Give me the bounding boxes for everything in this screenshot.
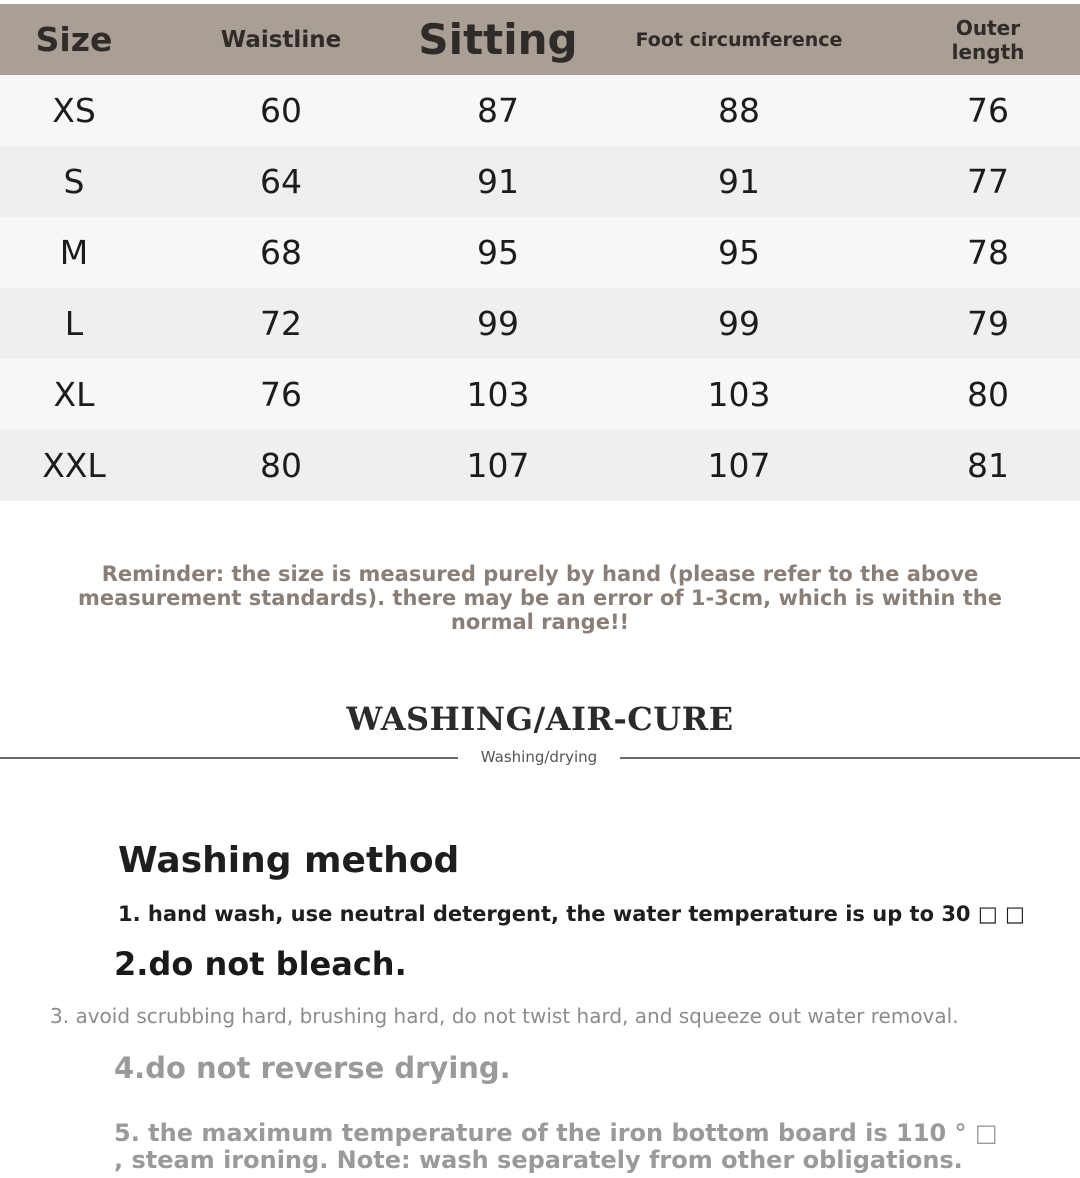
washing-section-subtitle: Washing/drying	[480, 748, 598, 766]
washing-instruction-5: 5. the maximum temperature of the iron bottom board is 110 ° □ , steam ironing. Note: wash separately from other obligations.	[114, 1119, 998, 1174]
cell-size: L	[64, 304, 84, 343]
cell-foot: 88	[718, 91, 760, 130]
cell-sitting: 103	[466, 375, 530, 414]
cell-outer: 80	[967, 375, 1009, 414]
cell-sitting: 107	[466, 446, 530, 485]
cell-foot: 95	[718, 233, 760, 272]
cell-sitting: 99	[477, 304, 519, 343]
table-row	[0, 430, 1080, 501]
cell-size: XL	[53, 375, 95, 414]
washing-instruction-3: 3. avoid scrubbing hard, brushing hard, do not twist hard, and squeeze out water removal.	[50, 1004, 959, 1028]
divider-right	[620, 757, 1080, 759]
cell-foot: 103	[707, 375, 771, 414]
table-row	[0, 146, 1080, 217]
cell-sitting: 91	[477, 162, 519, 201]
cell-size: M	[59, 233, 89, 272]
washing-instruction-4: 4.do not reverse drying.	[114, 1051, 511, 1085]
table-row	[0, 75, 1080, 146]
cell-size: S	[63, 162, 85, 201]
cell-outer: 76	[967, 91, 1009, 130]
table-row	[0, 288, 1080, 359]
cell-foot: 99	[718, 304, 760, 343]
header-outer-length: Outer length	[951, 15, 1025, 64]
cell-outer: 79	[967, 304, 1009, 343]
table-header	[0, 4, 1080, 75]
cell-foot: 91	[718, 162, 760, 201]
cell-waistline: 64	[260, 162, 302, 201]
header-foot-circumference: Foot circumference	[635, 28, 843, 51]
table-row	[0, 359, 1080, 430]
cell-size: XS	[52, 91, 96, 130]
cell-outer: 81	[967, 446, 1009, 485]
cell-outer: 78	[967, 233, 1009, 272]
cell-waistline: 72	[260, 304, 302, 343]
header-sitting: Sitting	[418, 15, 578, 64]
size-table	[0, 4, 1080, 501]
washing-method-heading: Washing method	[118, 840, 460, 881]
cell-size: XXL	[42, 446, 106, 485]
divider-left	[0, 757, 458, 759]
header-waistline: Waistline	[220, 26, 342, 53]
cell-waistline: 76	[260, 375, 302, 414]
cell-sitting: 87	[477, 91, 519, 130]
washing-instruction-1: 1. hand wash, use neutral detergent, the water temperature is up to 30 □ □	[118, 902, 1025, 926]
cell-foot: 107	[707, 446, 771, 485]
header-size: Size	[35, 20, 113, 59]
washing-instruction-2: 2.do not bleach.	[114, 945, 407, 983]
cell-outer: 77	[967, 162, 1009, 201]
washing-section-title: WASHING/AIR-CURE	[346, 700, 734, 738]
cell-waistline: 60	[260, 91, 302, 130]
table-row	[0, 217, 1080, 288]
cell-waistline: 80	[260, 446, 302, 485]
cell-sitting: 95	[477, 233, 519, 272]
cell-waistline: 68	[260, 233, 302, 272]
measurement-reminder: Reminder: the size is measured purely by hand (please refer to the above measurement standards). there may be an error of 1-3cm, which is within the normal range!!	[78, 562, 1002, 634]
